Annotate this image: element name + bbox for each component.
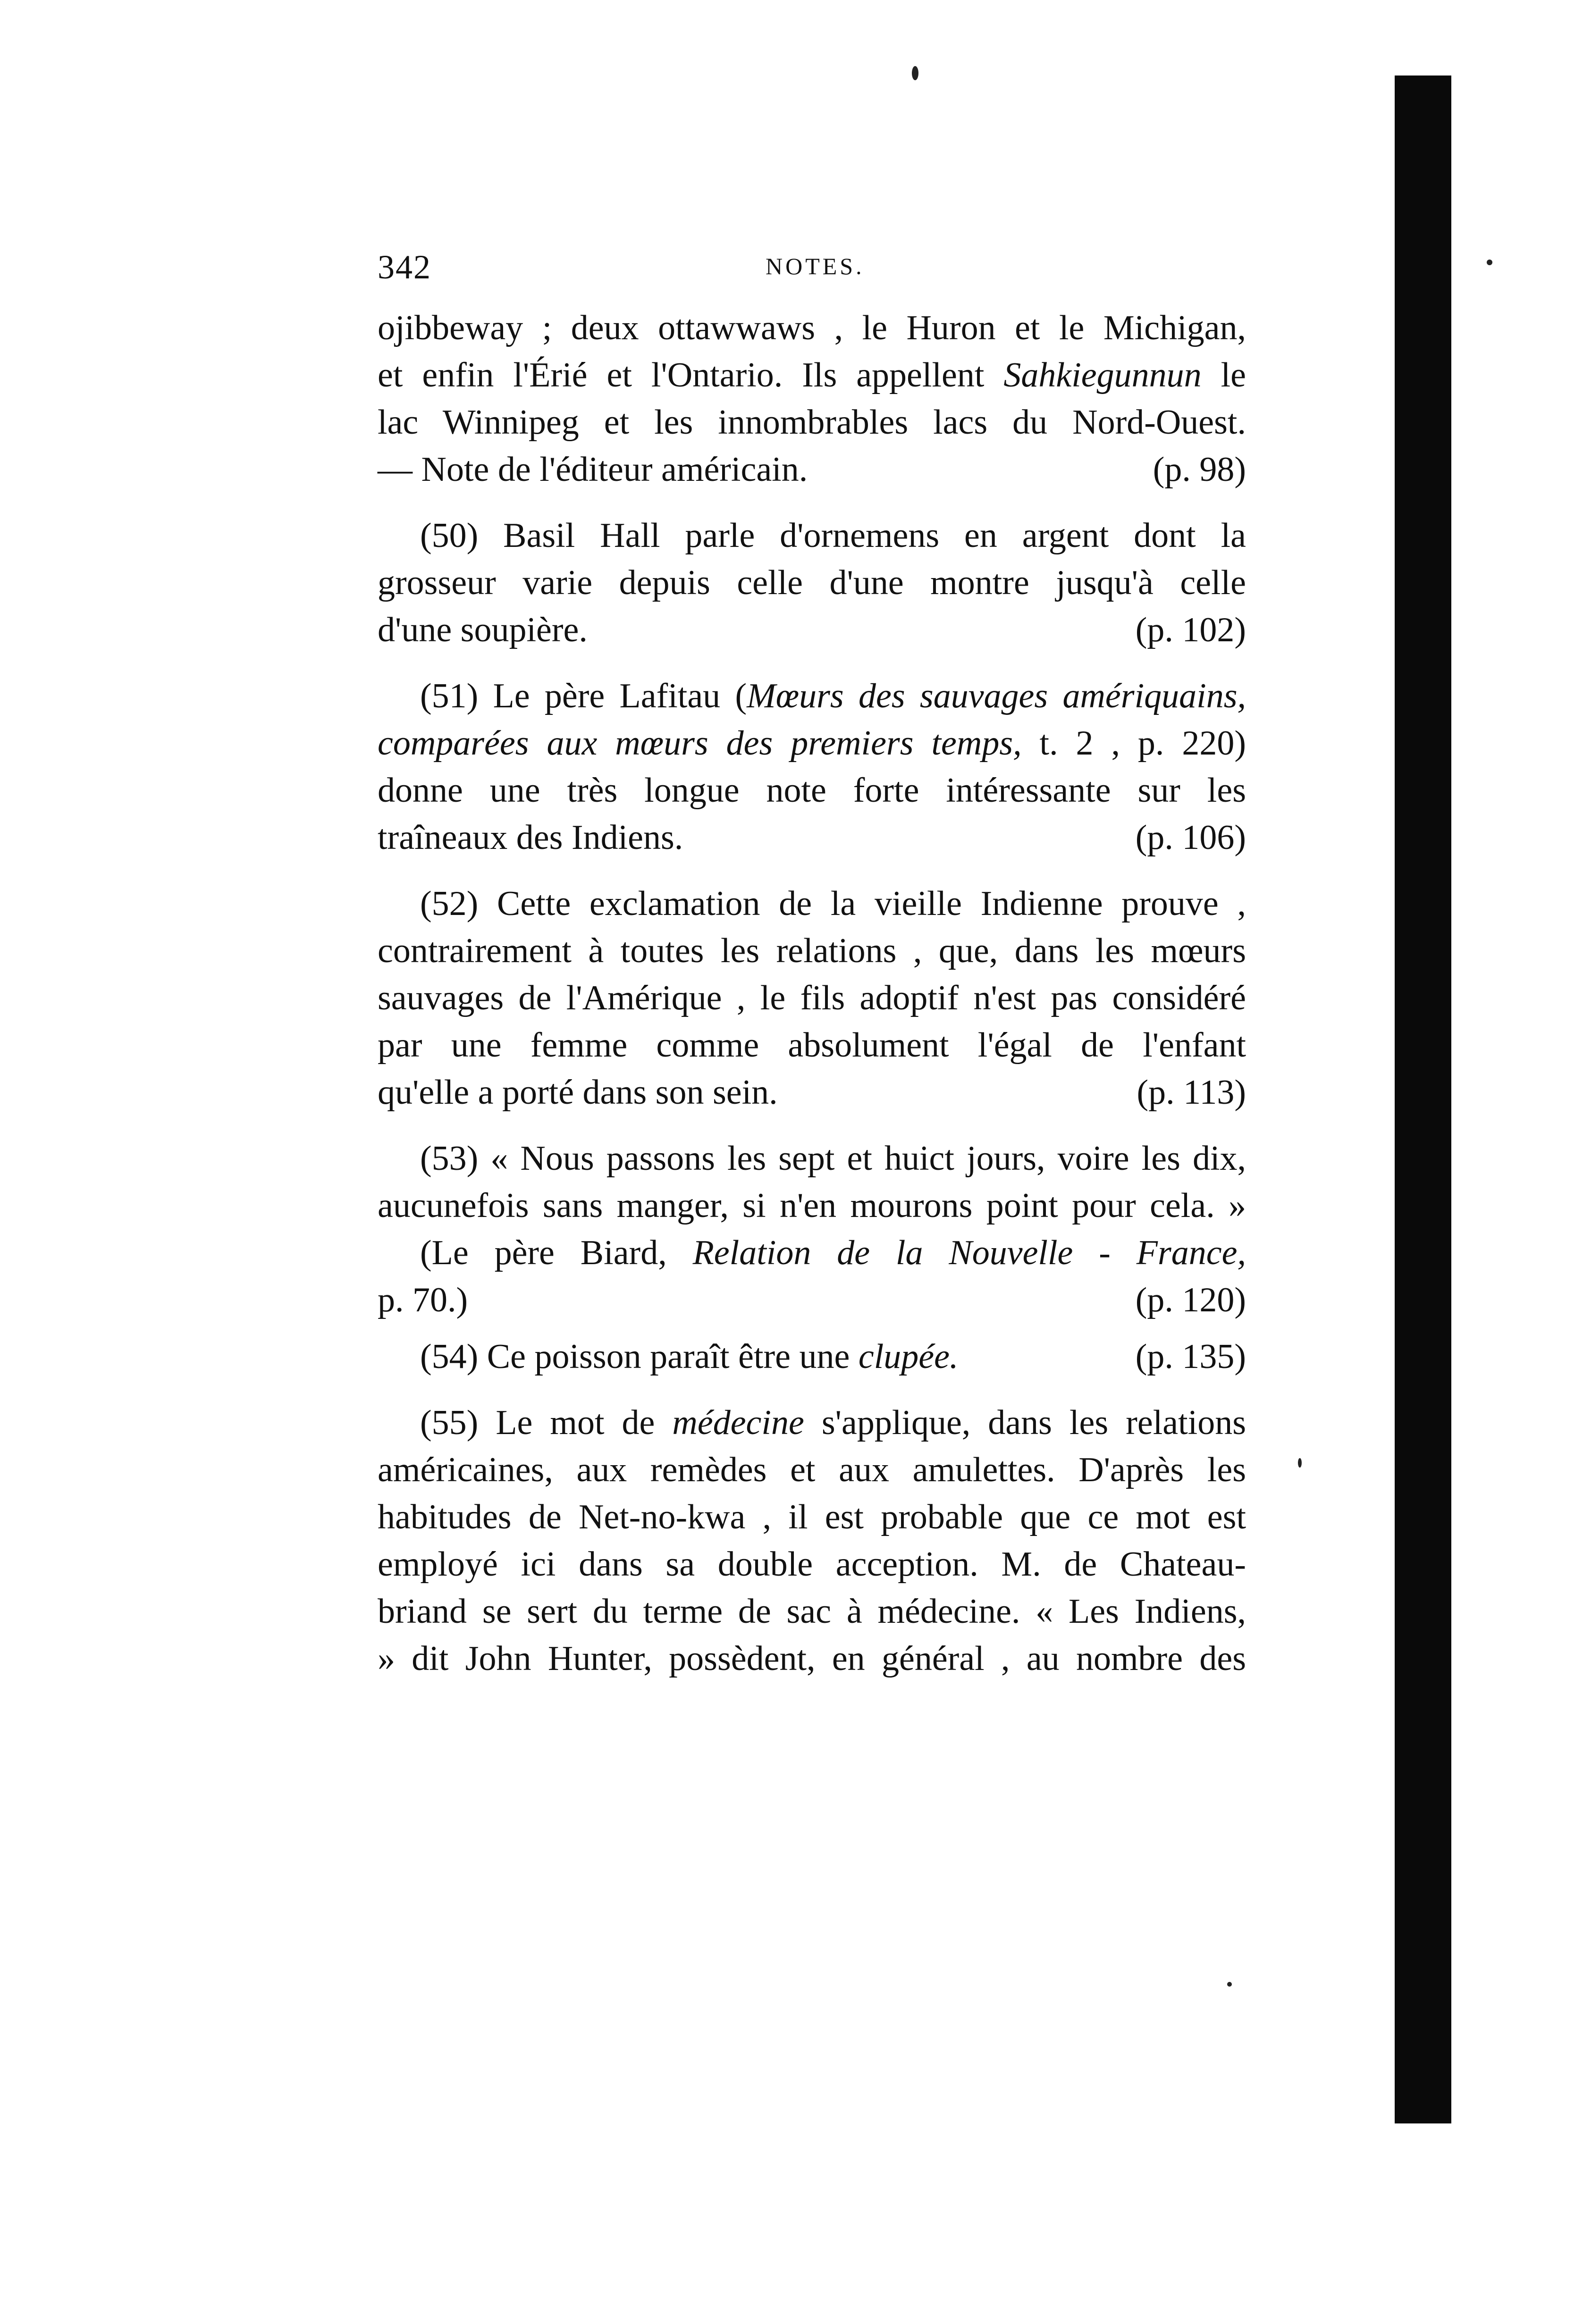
text-line: (52) Cette exclamation de la vieille Indienne prouve , (420, 884, 1246, 923)
text-span: d'une soupière. (378, 611, 588, 649)
page-reference: (p. 102) (1135, 611, 1246, 649)
page-reference: (p. 135) (1135, 1337, 1246, 1376)
text-line: (50) Basil Hall parle d'ornemens en argent dont la (420, 516, 1246, 555)
text-span: qu'elle a porté dans son sein. (378, 1073, 778, 1112)
note-53 (378, 1135, 1246, 1324)
note-gap (378, 1380, 1246, 1399)
page-reference: (p. 113) (1137, 1073, 1246, 1112)
text-span: traîneaux des Indiens. (378, 818, 683, 857)
note-gap (378, 654, 1246, 672)
text-line (378, 446, 1246, 493)
text-line: contrairement à toutes les relations , que, dans les mœurs (378, 931, 1246, 970)
text-line (378, 1276, 1246, 1324)
text-line: habitudes de Net-no-kwa , il est probable que ce mot est (378, 1498, 1246, 1536)
text-line: (53) « Nous passons les sept et huict jours, voire les dix, (420, 1139, 1246, 1178)
page-reference: (p. 98) (1153, 450, 1246, 489)
italic-term: clupée. (858, 1337, 959, 1376)
text-line (378, 1069, 1246, 1116)
note-gap (378, 493, 1246, 512)
notes-body (378, 304, 1246, 1682)
text-span: — Note de l'éditeur américain. (378, 450, 808, 489)
note-gap (378, 1116, 1246, 1135)
note-51 (378, 672, 1246, 861)
italic-title: Relation de la Nouvelle - France, (692, 1233, 1246, 1272)
italic-title: Mœurs des sauvages amériquains, (747, 677, 1246, 715)
scan-speck (912, 66, 918, 80)
note-54 (378, 1333, 1246, 1380)
italic-term: Sahkiegunnun (1003, 356, 1202, 394)
text-span: (51) Le père Lafitau ( (420, 677, 747, 715)
text-line: » dit John Hunter, possèdent, en général , au nombre des (378, 1639, 1246, 1678)
text-span: t. 2 , p. 220) (1021, 724, 1246, 763)
italic-term: médecine (672, 1403, 804, 1442)
text-line: ojibbeway ; deux ottawwaws , le Huron et le Michigan, (378, 309, 1246, 347)
text-line (378, 814, 1246, 861)
text-line: par une femme comme absolument l'égal de l'enfant (378, 1026, 1246, 1065)
text-span: et enfin l'Érié et l'Ontario. Ils appellent (378, 356, 985, 394)
text-line (378, 672, 1246, 720)
page-reference: (p. 106) (1135, 818, 1246, 857)
scan-edge-shadow (1395, 76, 1451, 2123)
text-line: américaines, aux remèdes et aux amulettes. D'après les (378, 1451, 1246, 1489)
text-line: lac Winnipeg et les innombrables lacs du Nord-Ouest. (378, 403, 1246, 442)
text-span: p. 70.) (378, 1281, 468, 1319)
text-line (378, 352, 1246, 399)
text-line: aucunefois sans manger, si n'en mourons point pour cela. » (378, 1186, 1246, 1225)
note-52 (378, 880, 1246, 1116)
text-line: employé ici dans sa double acception. M. de Chateau- (378, 1545, 1246, 1584)
text-line (378, 720, 1246, 767)
text-line: sauvages de l'Amérique , le fils adoptif n'est pas considéré (378, 979, 1246, 1017)
text-span: (54) Ce poisson paraît être une (420, 1337, 850, 1376)
text-line: briand se sert du terme de sac à médecine. « Les Indiens, (378, 1592, 1246, 1631)
text-line (378, 1333, 1246, 1380)
note-continuation (378, 304, 1246, 493)
page-reference: (p. 120) (1135, 1281, 1246, 1319)
text-span: le (1221, 356, 1246, 394)
text-line: grosseur varie depuis celle d'une montre jusqu'à celle (378, 563, 1246, 602)
text-line (378, 606, 1246, 654)
running-title: NOTES. (766, 253, 865, 279)
scan-speck (1487, 260, 1492, 265)
note-55 (378, 1399, 1246, 1682)
scan-speck (1298, 1458, 1302, 1468)
text-line (378, 1399, 1246, 1446)
page-header (378, 248, 1246, 290)
text-span: (Le père Biard, (420, 1233, 667, 1272)
page-number: 342 (378, 248, 431, 286)
text-span: s'applique, dans les relations (821, 1403, 1246, 1442)
note-gap (378, 1324, 1246, 1333)
note-50 (378, 512, 1246, 654)
text-span: (55) Le mot de (420, 1403, 655, 1442)
text-line (378, 1229, 1246, 1276)
italic-title: comparées aux mœurs des premiers temps, (378, 724, 1022, 763)
text-line: donne une très longue note forte intéressante sur les (378, 771, 1246, 810)
note-gap (378, 861, 1246, 880)
scan-speck (1227, 1982, 1232, 1987)
